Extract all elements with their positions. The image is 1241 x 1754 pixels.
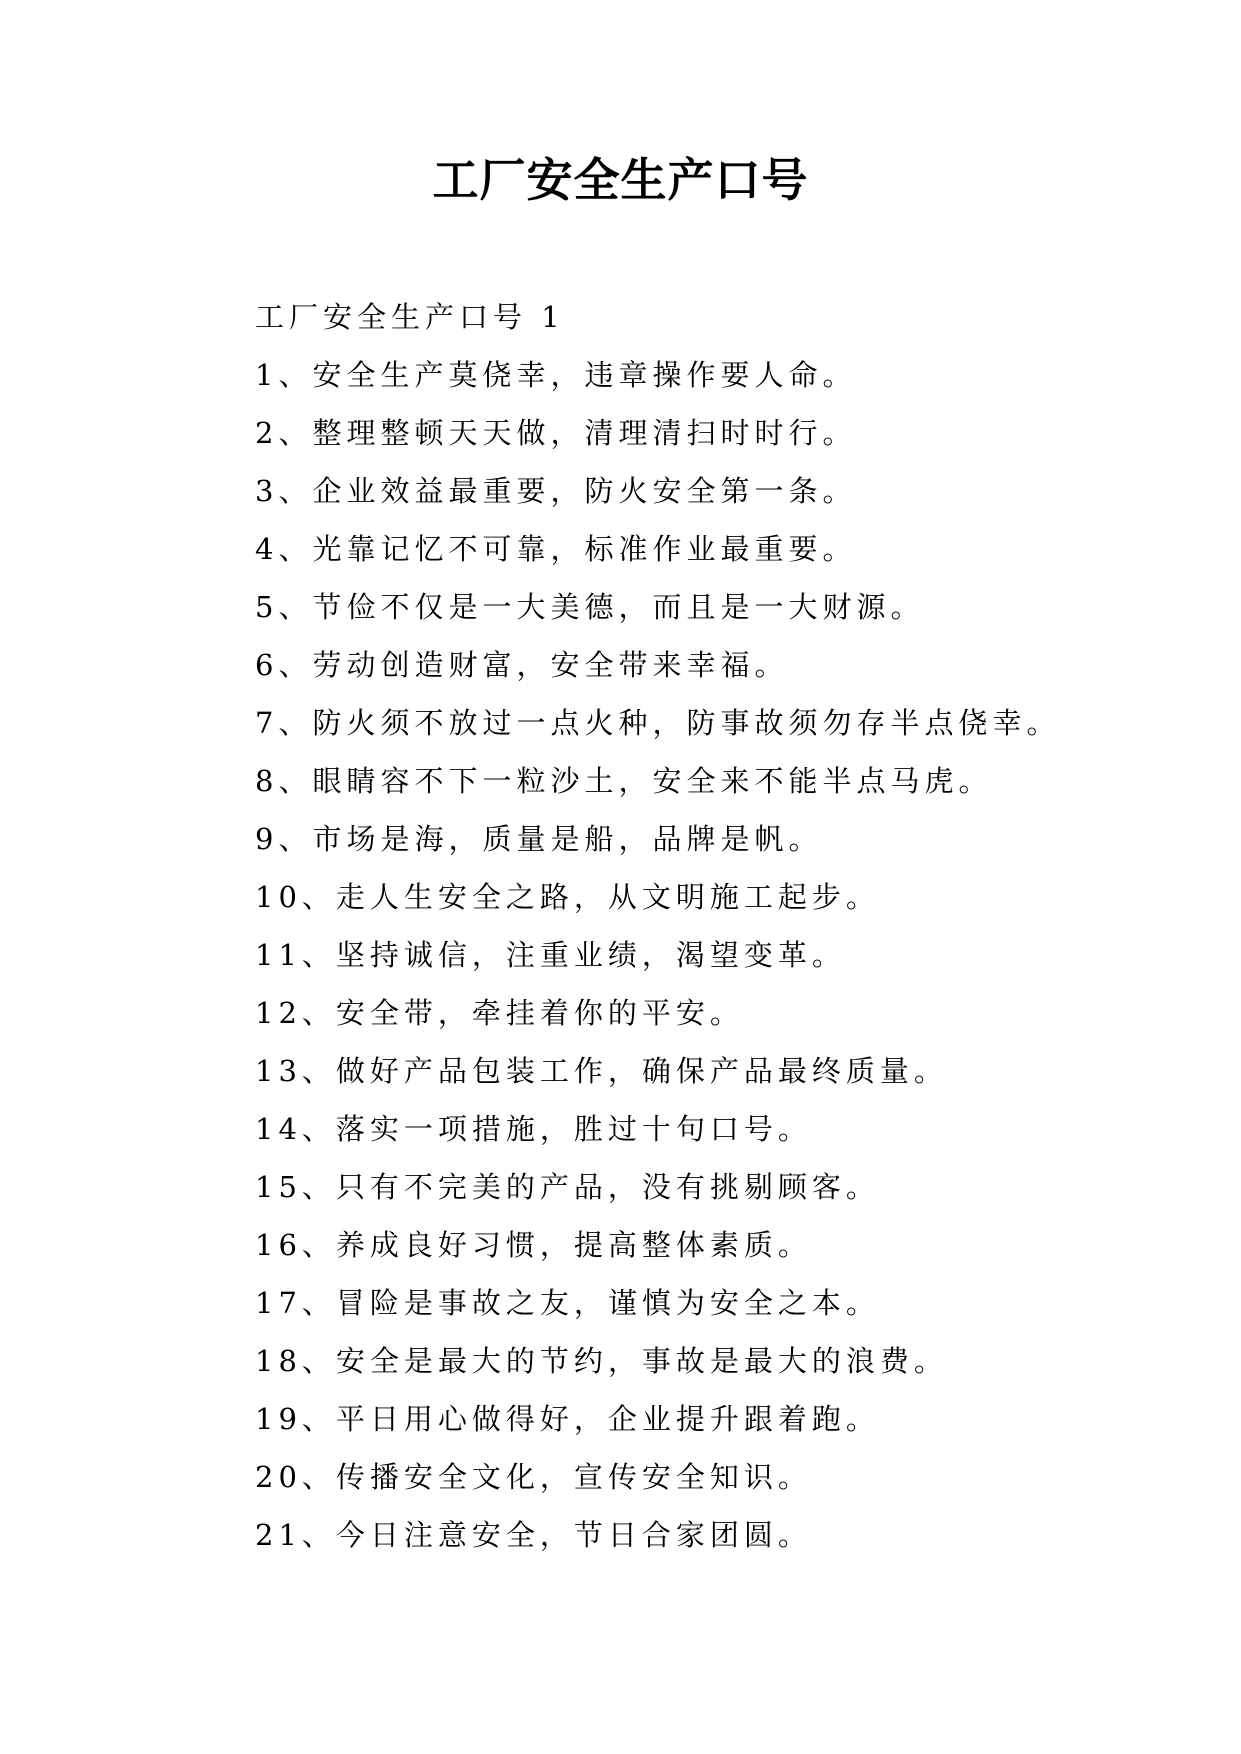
slogan-item-2: 2、整理整顿天天做，清理清扫时时行。 [255,416,857,450]
slogan-item-1: 1、安全生产莫侥幸，违章操作要人命。 [255,358,857,392]
section-heading: 工厂安全生产口号 1 [255,300,565,334]
slogan-item-20: 20、传播安全文化，宣传安全知识。 [255,1460,812,1494]
slogan-item-9: 9、市场是海，质量是船，品牌是帆。 [255,822,823,856]
slogan-item-19: 19、平日用心做得好，企业提升跟着跑。 [255,1402,880,1436]
slogan-item-6: 6、劳动创造财富，安全带来幸福。 [255,648,789,682]
slogan-item-18: 18、安全是最大的节约，事故是最大的浪费。 [255,1344,948,1378]
slogan-item-5: 5、节俭不仅是一大美德，而且是一大财源。 [255,590,925,624]
document-body [255,288,1155,1564]
slogan-item-11: 11、坚持诚信，注重业绩，渴望变革。 [255,938,846,972]
slogan-item-15: 15、只有不完美的产品，没有挑剔顾客。 [255,1170,880,1204]
page-title: 工厂安全生产口号 [432,153,809,207]
slogan-item-14: 14、落实一项措施，胜过十句口号。 [255,1112,812,1146]
slogan-item-4: 4、光靠记忆不可靠，标准作业最重要。 [255,532,857,566]
slogan-item-21: 21、今日注意安全，节日合家团圆。 [255,1518,812,1552]
slogan-item-13: 13、做好产品包装工作，确保产品最终质量。 [255,1054,948,1088]
slogan-item-16: 16、养成良好习惯，提高整体素质。 [255,1228,812,1262]
slogan-item-7: 7、防火须不放过一点火种，防事故须勿存半点侥幸。 [255,706,1061,740]
slogan-item-17: 17、冒险是事故之友，谨慎为安全之本。 [255,1286,880,1320]
slogan-item-3: 3、企业效益最重要，防火安全第一条。 [255,474,857,508]
slogan-item-8: 8、眼睛容不下一粒沙土，安全来不能半点马虎。 [255,764,993,798]
slogan-item-12: 12、安全带，牵挂着你的平安。 [255,996,744,1030]
slogan-item-10: 10、走人生安全之路，从文明施工起步。 [255,880,880,914]
